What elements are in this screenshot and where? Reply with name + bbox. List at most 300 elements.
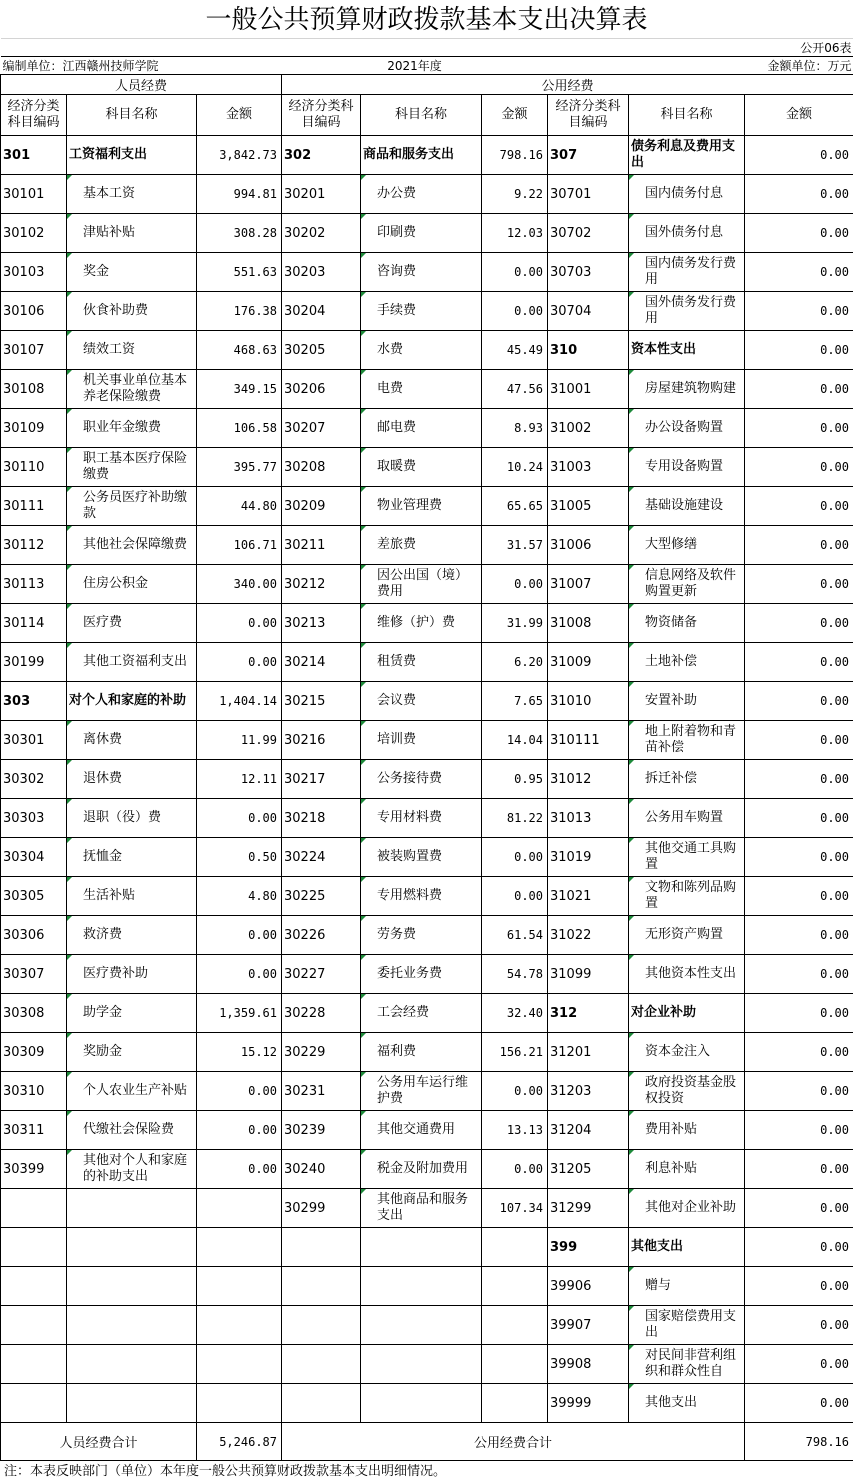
personnel-total-amount: 5,246.87 (197, 1423, 282, 1461)
item-code: 30701 (548, 175, 629, 214)
item-amount: 0.00 (745, 682, 853, 721)
item-code: 399 (548, 1228, 629, 1267)
item-name: 安置补助 (629, 682, 745, 721)
table-row (1, 994, 853, 1033)
item-amount: 0.00 (745, 487, 853, 526)
table-row (1, 838, 853, 877)
item-name: 代缴社会保险费 (67, 1111, 197, 1150)
item-name: 工资福利支出 (67, 136, 197, 175)
item-amount: 176.38 (197, 292, 282, 331)
item-name: 政府投资基金股权投资 (629, 1072, 745, 1111)
item-code: 30229 (282, 1033, 361, 1072)
fiscal-year: 2021年度 (282, 57, 548, 75)
expenditure-table (0, 38, 853, 1461)
item-name (67, 1228, 197, 1267)
item-name: 离休费 (67, 721, 197, 760)
item-code (1, 1345, 67, 1384)
item-code (1, 1267, 67, 1306)
item-name: 福利费 (361, 1033, 482, 1072)
item-code: 307 (548, 136, 629, 175)
table-row (1, 721, 853, 760)
item-code (282, 1345, 361, 1384)
item-name: 赠与 (629, 1267, 745, 1306)
item-code: 30101 (1, 175, 67, 214)
public-total-amount: 798.16 (745, 1423, 853, 1461)
item-name: 会议费 (361, 682, 482, 721)
item-amount: 798.16 (482, 136, 548, 175)
item-name: 印刷费 (361, 214, 482, 253)
item-amount: 0.00 (745, 1033, 853, 1072)
item-name: 地上附着物和青苗补偿 (629, 721, 745, 760)
item-name: 办公设备购置 (629, 409, 745, 448)
item-amount: 994.81 (197, 175, 282, 214)
item-name: 职工基本医疗保险缴费 (67, 448, 197, 487)
item-name: 培训费 (361, 721, 482, 760)
item-amount (482, 1228, 548, 1267)
item-name: 因公出国（境）费用 (361, 565, 482, 604)
item-name: 拆迁补偿 (629, 760, 745, 799)
item-name: 其他商品和服务支出 (361, 1189, 482, 1228)
item-amount: 106.58 (197, 409, 282, 448)
item-code: 30307 (1, 955, 67, 994)
item-amount (197, 1189, 282, 1228)
table-row (1, 1189, 853, 1228)
item-code: 30226 (282, 916, 361, 955)
header-code: 经济分类科目编码 (282, 95, 361, 136)
item-amount: 0.00 (745, 721, 853, 760)
item-name: 专用材料费 (361, 799, 482, 838)
item-code: 30202 (282, 214, 361, 253)
item-code: 31012 (548, 760, 629, 799)
table-row (1, 955, 853, 994)
item-name: 劳务费 (361, 916, 482, 955)
item-name (67, 1384, 197, 1423)
item-amount: 0.00 (197, 1072, 282, 1111)
item-name: 公务用车购置 (629, 799, 745, 838)
item-code: 31019 (548, 838, 629, 877)
item-code: 31007 (548, 565, 629, 604)
item-code: 30111 (1, 487, 67, 526)
header-code: 经济分类科目编码 (1, 95, 67, 136)
item-name (361, 1306, 482, 1345)
item-amount (197, 1306, 282, 1345)
item-code: 30215 (282, 682, 361, 721)
item-code: 30303 (1, 799, 67, 838)
item-code: 30206 (282, 370, 361, 409)
item-name: 专用燃料费 (361, 877, 482, 916)
item-name: 国内债务付息 (629, 175, 745, 214)
item-amount: 0.50 (197, 838, 282, 877)
item-code: 30309 (1, 1033, 67, 1072)
item-code: 30110 (1, 448, 67, 487)
table-row (1, 487, 853, 526)
table-row (1, 331, 853, 370)
item-code: 31005 (548, 487, 629, 526)
table-row (1, 916, 853, 955)
item-code: 30114 (1, 604, 67, 643)
item-amount (482, 1345, 548, 1384)
item-code: 30106 (1, 292, 67, 331)
item-code: 30308 (1, 994, 67, 1033)
item-name: 医疗费 (67, 604, 197, 643)
item-code: 303 (1, 682, 67, 721)
item-amount: 61.54 (482, 916, 548, 955)
item-code: 31022 (548, 916, 629, 955)
item-name: 基本工资 (67, 175, 197, 214)
table-row (1, 682, 853, 721)
item-amount: 1,404.14 (197, 682, 282, 721)
item-code: 30218 (282, 799, 361, 838)
item-amount: 0.00 (745, 1306, 853, 1345)
item-amount: 11.99 (197, 721, 282, 760)
item-code: 31205 (548, 1150, 629, 1189)
item-code: 30310 (1, 1072, 67, 1111)
item-name: 手续费 (361, 292, 482, 331)
item-name: 专用设备购置 (629, 448, 745, 487)
item-amount: 0.00 (745, 448, 853, 487)
item-code: 30306 (1, 916, 67, 955)
item-amount: 0.00 (745, 916, 853, 955)
item-name: 其他交通费用 (361, 1111, 482, 1150)
item-amount: 0.00 (745, 1228, 853, 1267)
item-code: 30399 (1, 1150, 67, 1189)
item-amount: 0.00 (745, 1072, 853, 1111)
table-row (1, 1267, 853, 1306)
table-row (1, 448, 853, 487)
item-code: 30304 (1, 838, 67, 877)
table-row (1, 1384, 853, 1423)
item-amount: 0.00 (482, 253, 548, 292)
item-amount: 7.65 (482, 682, 548, 721)
item-name: 其他交通工具购置 (629, 838, 745, 877)
item-amount: 8.93 (482, 409, 548, 448)
item-amount: 0.00 (745, 136, 853, 175)
item-amount: 349.15 (197, 370, 282, 409)
item-name: 商品和服务支出 (361, 136, 482, 175)
item-code: 31013 (548, 799, 629, 838)
item-name (67, 1267, 197, 1306)
item-code: 30212 (282, 565, 361, 604)
item-amount: 0.00 (745, 409, 853, 448)
item-code (282, 1306, 361, 1345)
item-amount: 12.03 (482, 214, 548, 253)
item-code: 31003 (548, 448, 629, 487)
table-row (1, 1150, 853, 1189)
item-name: 退职（役）费 (67, 799, 197, 838)
item-amount: 31.99 (482, 604, 548, 643)
item-code: 30209 (282, 487, 361, 526)
item-code: 30208 (282, 448, 361, 487)
item-name: 咨询费 (361, 253, 482, 292)
item-name: 大型修缮 (629, 526, 745, 565)
item-code: 30217 (282, 760, 361, 799)
item-name: 维修（护）费 (361, 604, 482, 643)
item-code: 31021 (548, 877, 629, 916)
item-name: 住房公积金 (67, 565, 197, 604)
item-name: 无形资产购置 (629, 916, 745, 955)
item-name: 退休费 (67, 760, 197, 799)
item-amount: 0.00 (745, 331, 853, 370)
table-row (1, 1072, 853, 1111)
item-name: 医疗费补助 (67, 955, 197, 994)
table-row (1, 799, 853, 838)
item-amount: 6.20 (482, 643, 548, 682)
item-code: 30107 (1, 331, 67, 370)
personnel-total-label: 人员经费合计 (1, 1423, 197, 1461)
item-name: 国家赔偿费用支出 (629, 1306, 745, 1345)
item-amount: 0.00 (745, 1189, 853, 1228)
item-amount: 0.00 (197, 643, 282, 682)
item-amount: 47.56 (482, 370, 548, 409)
item-amount: 81.22 (482, 799, 548, 838)
item-name: 绩效工资 (67, 331, 197, 370)
header-code: 经济分类科目编码 (548, 95, 629, 136)
footnote: 注：本表反映部门（单位）本年度一般公共预算财政拨款基本支出明细情况。 (4, 1464, 447, 1479)
item-code: 31204 (548, 1111, 629, 1150)
header-amount: 金额 (482, 95, 548, 136)
item-code: 31009 (548, 643, 629, 682)
item-name: 国外债务付息 (629, 214, 745, 253)
item-name: 税金及附加费用 (361, 1150, 482, 1189)
item-amount: 0.00 (482, 565, 548, 604)
item-code: 30205 (282, 331, 361, 370)
table-row (1, 643, 853, 682)
item-amount: 0.00 (745, 1345, 853, 1384)
public-total-label: 公用经费合计 (282, 1423, 745, 1461)
item-name: 资本金注入 (629, 1033, 745, 1072)
item-code: 30702 (548, 214, 629, 253)
table-row (1, 214, 853, 253)
header-amount: 金额 (745, 95, 853, 136)
item-code: 30299 (282, 1189, 361, 1228)
item-code: 30213 (282, 604, 361, 643)
table-row (1, 526, 853, 565)
item-code: 31002 (548, 409, 629, 448)
item-amount: 0.00 (745, 1267, 853, 1306)
item-name: 其他对个人和家庭的补助支出 (67, 1150, 197, 1189)
item-code (282, 1267, 361, 1306)
section-personnel: 人员经费 (1, 75, 282, 95)
item-amount: 0.00 (745, 799, 853, 838)
item-name: 其他社会保障缴费 (67, 526, 197, 565)
item-name: 奖金 (67, 253, 197, 292)
item-code: 30704 (548, 292, 629, 331)
item-amount: 0.00 (745, 877, 853, 916)
item-code: 30113 (1, 565, 67, 604)
table-row (1, 1306, 853, 1345)
item-name: 债务利息及费用支出 (629, 136, 745, 175)
item-amount: 15.12 (197, 1033, 282, 1072)
item-amount: 1,359.61 (197, 994, 282, 1033)
item-amount: 0.00 (197, 1111, 282, 1150)
item-code (1, 1189, 67, 1228)
table-row (1, 877, 853, 916)
item-amount: 107.34 (482, 1189, 548, 1228)
item-amount: 308.28 (197, 214, 282, 253)
item-code: 30227 (282, 955, 361, 994)
item-name: 国内债务发行费用 (629, 253, 745, 292)
item-amount: 340.00 (197, 565, 282, 604)
item-name: 对个人和家庭的补助 (67, 682, 197, 721)
item-amount: 0.00 (745, 565, 853, 604)
item-code: 30240 (282, 1150, 361, 1189)
item-amount: 3,842.73 (197, 136, 282, 175)
item-amount (197, 1228, 282, 1267)
item-code: 30102 (1, 214, 67, 253)
table-row (1, 760, 853, 799)
item-code: 30301 (1, 721, 67, 760)
item-name: 伙食补助费 (67, 292, 197, 331)
item-code: 30225 (282, 877, 361, 916)
item-amount: 0.00 (745, 643, 853, 682)
item-amount: 45.49 (482, 331, 548, 370)
item-name: 电费 (361, 370, 482, 409)
item-code: 31099 (548, 955, 629, 994)
item-code: 30207 (282, 409, 361, 448)
item-amount: 0.00 (745, 370, 853, 409)
item-amount: 156.21 (482, 1033, 548, 1072)
item-amount: 0.00 (482, 877, 548, 916)
item-name: 其他对企业补助 (629, 1189, 745, 1228)
item-code: 30109 (1, 409, 67, 448)
item-amount: 0.00 (197, 955, 282, 994)
item-name: 资本性支出 (629, 331, 745, 370)
item-amount: 0.00 (197, 916, 282, 955)
item-amount: 0.00 (745, 955, 853, 994)
item-name (361, 1384, 482, 1423)
item-amount: 0.00 (745, 604, 853, 643)
item-amount: 0.00 (197, 799, 282, 838)
item-amount: 468.63 (197, 331, 282, 370)
item-amount: 0.00 (745, 1111, 853, 1150)
item-code: 31006 (548, 526, 629, 565)
item-amount: 0.00 (482, 1072, 548, 1111)
item-code: 30311 (1, 1111, 67, 1150)
item-amount: 0.00 (745, 1384, 853, 1423)
item-amount (482, 1267, 548, 1306)
item-name: 委托业务费 (361, 955, 482, 994)
item-amount: 0.00 (745, 253, 853, 292)
table-row (1, 136, 853, 175)
form-number: 公开06表 (745, 39, 853, 57)
item-name: 其他支出 (629, 1228, 745, 1267)
item-code: 310111 (548, 721, 629, 760)
item-name (361, 1228, 482, 1267)
item-amount: 9.22 (482, 175, 548, 214)
item-name: 其他资本性支出 (629, 955, 745, 994)
item-code: 39999 (548, 1384, 629, 1423)
money-unit: 金额单位：万元 (548, 57, 853, 75)
item-name: 生活补贴 (67, 877, 197, 916)
item-name (67, 1306, 197, 1345)
item-code (1, 1228, 67, 1267)
item-code: 312 (548, 994, 629, 1033)
totals-row (1, 1423, 853, 1461)
page-title: 一般公共预算财政拨款基本支出决算表 (205, 5, 648, 35)
item-amount: 44.80 (197, 487, 282, 526)
item-name: 文物和陈列品购置 (629, 877, 745, 916)
item-name (361, 1267, 482, 1306)
item-name: 对民间非营利组织和群众性自 (629, 1345, 745, 1384)
item-amount (197, 1267, 282, 1306)
item-name: 取暖费 (361, 448, 482, 487)
item-name: 物资储备 (629, 604, 745, 643)
item-name: 租赁费 (361, 643, 482, 682)
compiling-unit: 编制单位：江西赣州技师学院 (1, 57, 282, 75)
item-amount: 551.63 (197, 253, 282, 292)
table-row (1, 409, 853, 448)
item-amount: 0.00 (482, 292, 548, 331)
column-headers (1, 95, 853, 136)
item-amount: 0.95 (482, 760, 548, 799)
item-code: 31010 (548, 682, 629, 721)
item-amount: 0.00 (745, 760, 853, 799)
header-amount: 金额 (197, 95, 282, 136)
item-code: 310 (548, 331, 629, 370)
item-code: 30231 (282, 1072, 361, 1111)
item-amount: 106.71 (197, 526, 282, 565)
item-name: 助学金 (67, 994, 197, 1033)
table-row (1, 1033, 853, 1072)
item-amount (197, 1345, 282, 1384)
item-code: 30112 (1, 526, 67, 565)
item-name: 水费 (361, 331, 482, 370)
item-name: 对企业补助 (629, 994, 745, 1033)
item-amount: 395.77 (197, 448, 282, 487)
table-row (1, 370, 853, 409)
item-code: 39908 (548, 1345, 629, 1384)
item-name: 办公费 (361, 175, 482, 214)
item-amount: 4.80 (197, 877, 282, 916)
item-amount: 14.04 (482, 721, 548, 760)
table-row (1, 253, 853, 292)
item-code: 30305 (1, 877, 67, 916)
item-code: 31008 (548, 604, 629, 643)
header-name: 科目名称 (629, 95, 745, 136)
item-code: 30108 (1, 370, 67, 409)
item-amount: 0.00 (745, 1150, 853, 1189)
item-name: 信息网络及软件购置更新 (629, 565, 745, 604)
item-code (282, 1384, 361, 1423)
item-code: 302 (282, 136, 361, 175)
item-amount: 0.00 (745, 526, 853, 565)
item-name: 差旅费 (361, 526, 482, 565)
item-code: 31201 (548, 1033, 629, 1072)
table-row (1, 565, 853, 604)
item-name: 公务用车运行维护费 (361, 1072, 482, 1111)
item-code: 30228 (282, 994, 361, 1033)
item-amount: 0.00 (745, 175, 853, 214)
item-code (282, 1228, 361, 1267)
item-name: 公务接待费 (361, 760, 482, 799)
item-name: 救济费 (67, 916, 197, 955)
item-code: 30201 (282, 175, 361, 214)
item-code: 31203 (548, 1072, 629, 1111)
item-amount: 13.13 (482, 1111, 548, 1150)
table-row (1, 1111, 853, 1150)
item-amount: 0.00 (745, 214, 853, 253)
item-amount: 0.00 (482, 838, 548, 877)
table-row (1, 1228, 853, 1267)
item-code: 30199 (1, 643, 67, 682)
item-amount: 0.00 (197, 1150, 282, 1189)
item-name: 房屋建筑物购建 (629, 370, 745, 409)
item-code (1, 1384, 67, 1423)
item-name: 机关事业单位基本养老保险缴费 (67, 370, 197, 409)
section-public: 公用经费 (282, 75, 853, 95)
table-row (1, 604, 853, 643)
header-name: 科目名称 (361, 95, 482, 136)
